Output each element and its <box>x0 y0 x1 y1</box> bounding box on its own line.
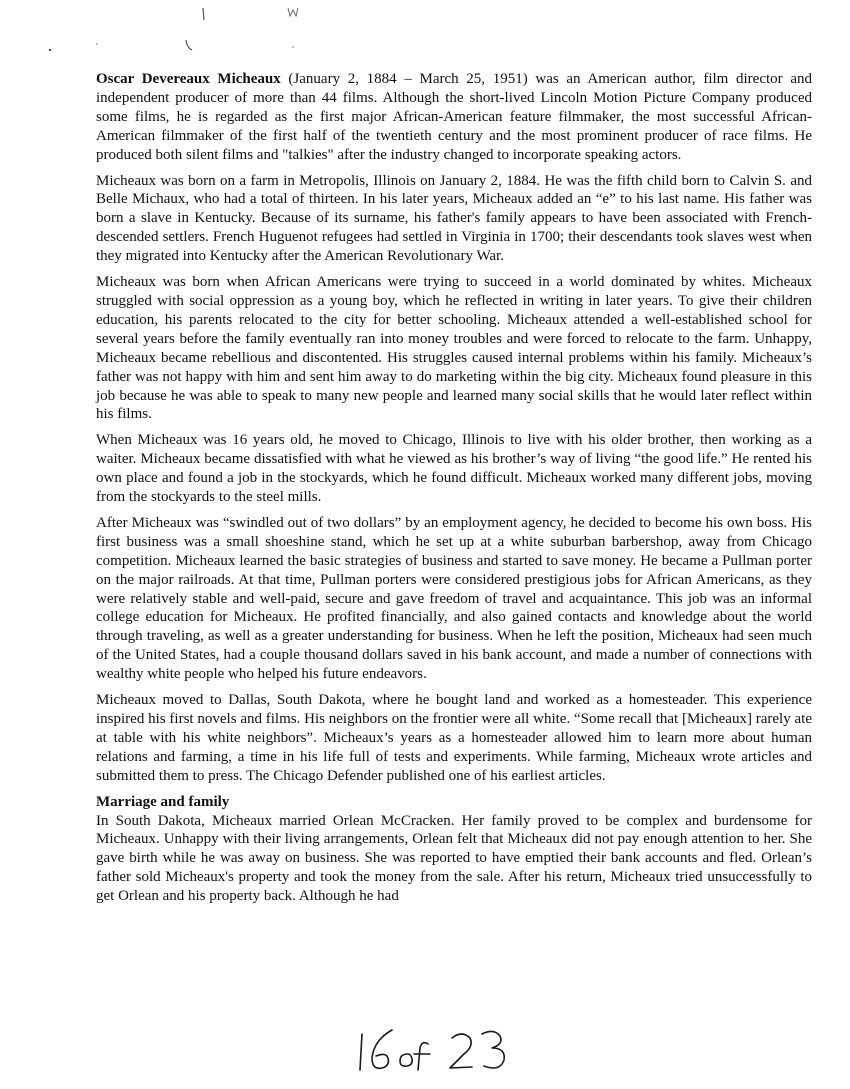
subject-name: Oscar Devereaux Micheaux <box>96 71 281 87</box>
paragraph-birth: Micheaux was born on a farm in Metropolis, Illinois on January 2, 1884. He was the fifth child born to Calvin S. and Belle Michaux, who had a total of thirteen. In his later years, Micheaux added an “e” to his last name. His father was born a slave in Kentucky. Because of its surname, his father's family appears to have been associated with French-descended settlers. French Huguenot refugees had settled in Virginia in 1700; their descendants took slaves west when they migrated into Kentucky after the American Revolutionary War. <box>96 172 812 265</box>
intro-paragraph <box>96 70 812 165</box>
section-heading-marriage: Marriage and family <box>96 793 230 810</box>
paragraph-childhood: Micheaux was born when African Americans were trying to succeed in a world dominated by whites. Micheaux struggled with social oppression as a young boy, which he reflected in writing in later years. To give their children education, his parents relocated to the city for better schooling. Micheaux attended a well-established school for several years before the family eventually ran into money troubles and were forced to relocate to the farm. Unhappy, Micheaux became rebellious and discontented. His struggles caused internal problems within his family. Micheaux’s father was not happy with him and sent him away to do marketing within the big city. Micheaux found pleasure in this job because he was able to speak to many new people and learned many social skills that he would later reflect within his films. <box>96 274 812 423</box>
paragraph-chicago: When Micheaux was 16 years old, he moved to Chicago, Illinois to live with his older brother, then working as a waiter. Micheaux became dissatisfied with what he viewed as his brother’s way of living “the good life.” He rented his own place and found a job in the stockyards, which he found difficult. Micheaux worked many different jobs, moving from the stockyards to the steel mills. <box>96 432 812 506</box>
scan-artifact-marks <box>0 0 850 70</box>
intro-text: (January 2, 1884 – March 25, 1951) was an American author, film director and independent producer of more than 44 films. Although the short-lived Lincoln Motion Picture Company produced some films, he is regarded as the first major African-American feature filmmaker, the most successful African-American filmmaker of the first half of the twentieth century and the most prominent producer of race films. He produced both silent films and "talkies" after the industry changed to incorporate speaking actors. <box>96 71 812 163</box>
paragraph-homesteader: Micheaux moved to Dallas, South Dakota, where he bought land and worked as a homesteader. This experience inspired his first novels and films. His neighbors on the frontier were all white. “Some recall that [Micheaux] rarely ate at table with his white neighbors”. Micheaux’s years as a homesteader allowed him to learn more about human relations and farming, a time in his life full of tests and experiments. While farming, Micheaux wrote articles and submitted them to press. The Chicago Defender published one of his earliest articles. <box>96 692 812 784</box>
paragraph-marriage: In South Dakota, Micheaux married Orlean McCracken. Her family proved to be complex and burdensome for Micheaux. Unhappy with their living arrangements, Orlean felt that Micheaux did not pay enough attention to her. She gave birth while he was away on business. She was reported to have emptied their bank accounts and fled. Orlean’s father sold Micheaux's property and took the money from the sale. After his return, Micheaux tried unsuccessfully to get Orlean and his property back. Although he had <box>96 812 812 905</box>
document-body <box>96 70 812 906</box>
paragraph-pullman-porter: After Micheaux was “swindled out of two dollars” by an employment agency, he decided to become his own boss. His first business was a small shoeshine stand, which he set up at a white suburban barbershop, away from Chicago competition. Micheaux learned the basic strategies of business and started to save money. He became a Pullman porter on the major railroads. At that time, Pullman porters were considered prestigious jobs for African Americans, as they were relatively stable and well-paid, secure and gave freedom of travel and acquaintance. This job was an informal college education for Micheaux. He profited financially, and also gained contacts and knowledge about the world through traveling, as well as a greater understanding for business. When he left the position, Micheaux had seen much of the United States, had a couple thousand dollars saved in his bank account, and made a number of connections with wealthy white people who helped his future endeavors. <box>96 514 812 683</box>
handwritten-page-number <box>330 1020 530 1080</box>
